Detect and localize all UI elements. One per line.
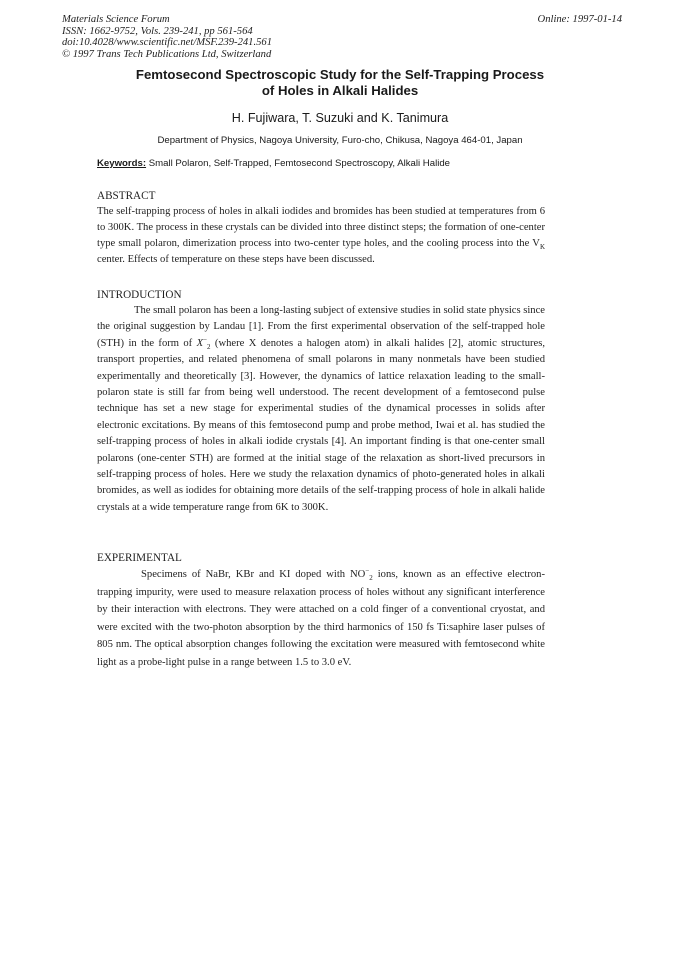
- introduction-text: [97, 303, 545, 516]
- journal-name: Materials Science Forum: [62, 14, 170, 25]
- halogen-symbol: X: [196, 337, 204, 349]
- experimental-section: [97, 551, 545, 672]
- journal-doi[interactable]: doi:10.4028/www.scientific.net/MSF.239-241.561: [62, 37, 272, 49]
- paper-authors: H. Fujiwara, T. Suzuki and K. Tanimura: [231, 111, 449, 125]
- paper-title-line-1: Femtosecond Spectroscopic Study for the Self-Trapping Process: [135, 67, 545, 82]
- experimental-text-part-2: ions, known as an effective electron-trapping impurity, were used to measure relaxation process of holes without any significant interference by their interaction with electrons. They were attached on a cold finger of a conventional cryostat, and were excited with the two-photon absorption by the third harmonics of 150 fs Ti:saphire laser pulses of 805 nm. The optical absorption changes following the excitation were measured with femtosecond white light as a probe-light pulse in a range between 1.5 to 3.0 eV.: [97, 569, 546, 668]
- nitrite-superscript: −: [365, 566, 370, 575]
- introduction-heading: INTRODUCTION: [97, 289, 182, 301]
- experimental-heading: EXPERIMENTAL: [97, 552, 182, 564]
- vk-subscript: K: [539, 243, 545, 252]
- nitrite-subscript: 2: [369, 574, 373, 583]
- keywords-label: Keywords:: [97, 158, 147, 169]
- keywords-text: Small Polaron, Self-Trapped, Femtosecond Spectroscopy, Alkali Halide: [148, 158, 450, 169]
- abstract-heading: ABSTRACT: [97, 190, 156, 202]
- online-date: Online: 1997-01-14: [537, 14, 622, 25]
- halogen-subscript: 2: [207, 342, 211, 351]
- introduction-section: [97, 288, 545, 516]
- paper-title-line-2: of Holes in Alkali Halides: [261, 83, 419, 98]
- halogen-superscript: −: [203, 335, 208, 344]
- abstract-text-part-2: center. Effects of temperature on these steps have been discussed.: [97, 254, 375, 265]
- experimental-text: [97, 566, 545, 672]
- journal-header: [62, 14, 622, 60]
- paper-title: [70, 67, 610, 99]
- author-affiliation: Department of Physics, Nagoya University, Furo-cho, Chikusa, Nagoya 464-01, Japan: [157, 135, 523, 146]
- keywords: [97, 158, 617, 169]
- journal-issn: ISSN: 1662-9752, Vols. 239-241, pp 561-564: [62, 25, 253, 37]
- abstract-text-part-1: The self-trapping process of holes in alkali iodides and bromides has been studied at temperatures from 6 to 300K. The process in these crystals can be divided into three distinct steps; the formation of one-center type small polaron, dimerization process into two-center type holes, and the cooling process into the V: [97, 206, 545, 249]
- experimental-text-part-1: Specimens of NaBr, KBr and KI doped with NO: [141, 569, 366, 580]
- journal-copyright: © 1997 Trans Tech Publications Ltd, Switzerland: [62, 48, 272, 60]
- introduction-text-part-2: (where X denotes a halogen atom) in alkali halides [2], atomic structures, transport properties, and related phenomena of small polarons in many nonmetals have been studied experimentally and theoretically [3]. However, the dynamics of lattice relaxation leading to the small-polaron state is still far from being well understood. The recent development of a femtosecond pulse technique has set a new stage for experimental studies of the dynamical processes in solids after electronic excitations. By means of this femtosecond pump and probe method, Iwai et al. has studied the self-trapping process of holes in alkali iodide crystals [4]. An important finding is that one-center small polarons (one-center STH) are formed at the initial stage of the relaxation as short-lived precursors in self-trapping process of holes. Here we study the relaxation dynamics of photo-generated holes in alkali bromides, as well as iodides for obtaining more details of the self-trapping process of hole in alkali halide crystals at a wide temperature range from 6K to 300K.: [97, 337, 545, 513]
- introduction-text-part-1: The small polaron has been a long-lasting subject of extensive studies in solid state physics since the original suggestion by Landau [1]. From the first experimental observation of the self-trapped hole (STH) in the form of: [97, 305, 546, 349]
- abstract-text: [97, 204, 545, 268]
- abstract-section: [97, 189, 545, 268]
